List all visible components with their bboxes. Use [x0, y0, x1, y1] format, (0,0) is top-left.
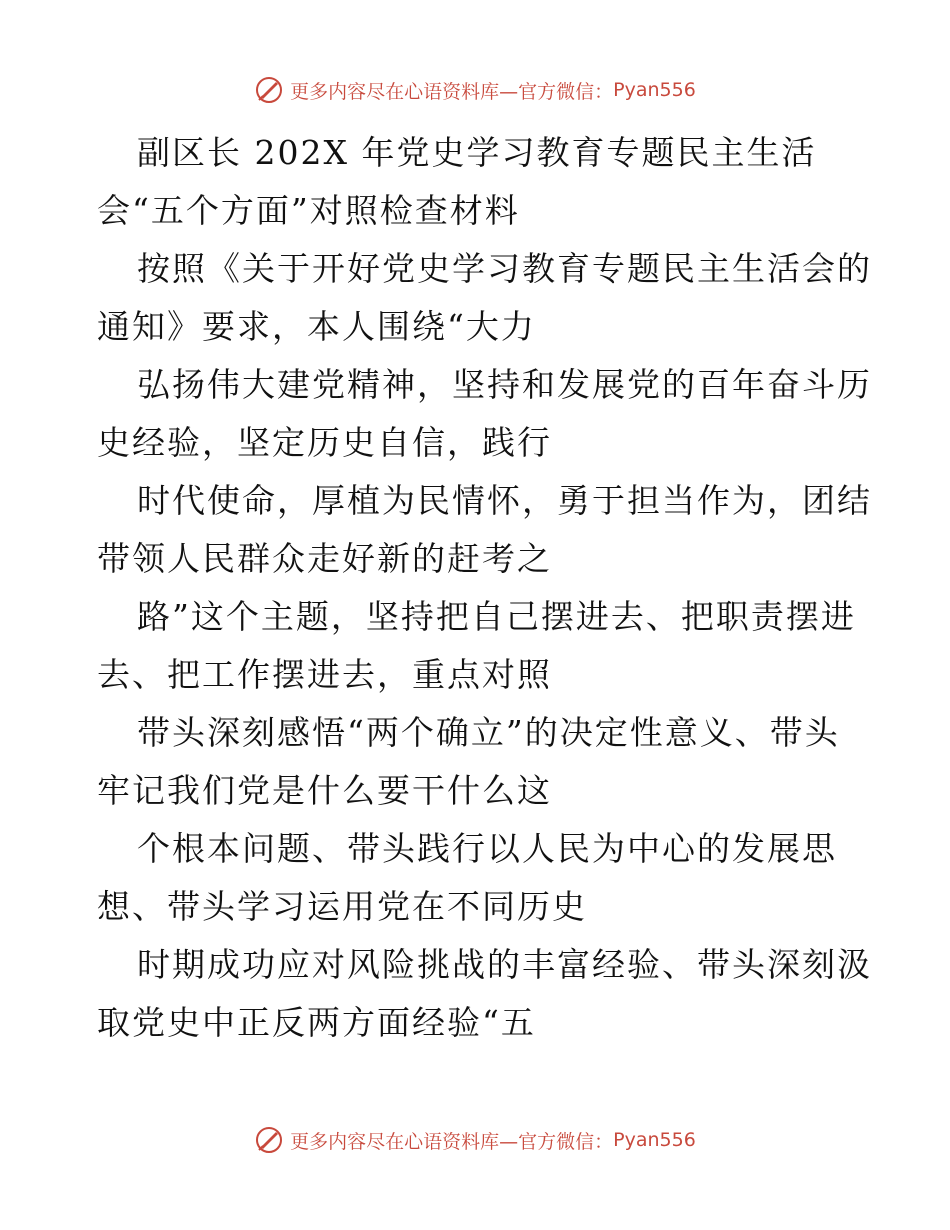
watermark-wechat-id: Pyan556: [613, 79, 696, 101]
text-line: 带头深刻感悟“两个确立”的决定性意义、带头: [137, 713, 840, 752]
text-line: 取党史中正反两方面经验“五: [97, 1003, 536, 1042]
header-watermark: [0, 70, 950, 110]
text-line: 按照《关于开好党史学习教育专题民主生活会的: [137, 249, 872, 288]
document-body: [97, 124, 872, 1052]
text-line: 时代使命，厚植为民情怀，勇于担当作为，团结: [137, 481, 872, 520]
footer-watermark: [0, 1120, 950, 1160]
text-line: 会“五个方面”对照检查材料: [97, 191, 520, 230]
watermark-text: 更多内容尽在心语资料库—官方微信：: [290, 1130, 614, 1153]
quill-logo-icon: [254, 75, 284, 105]
text-line: 个根本问题、带头践行以人民为中心的发展思: [137, 829, 837, 868]
watermark-wechat-id: Pyan556: [613, 1129, 696, 1151]
text-line: 牢记我们党是什么要干什么这: [97, 771, 552, 810]
text-line: 去、把工作摆进去，重点对照: [97, 655, 552, 694]
text-line: 通知》要求，本人围绕“大力: [97, 307, 536, 346]
text-line: 时期成功应对风险挑战的丰富经验、带头深刻汲: [137, 945, 872, 984]
text-line: 弘扬伟大建党精神，坚持和发展党的百年奋斗历: [137, 365, 872, 404]
text-line: 想、带头学习运用党在不同历史: [97, 887, 587, 926]
text-line: 副区长 202X 年党史学习教育专题民主生活: [137, 133, 817, 172]
text-line: 史经验，坚定历史自信，践行: [97, 423, 552, 462]
text-line: 路”这个主题，坚持把自己摆进去、把职责摆进: [137, 597, 856, 636]
quill-logo-icon: [254, 1125, 284, 1155]
text-line: 带领人民群众走好新的赶考之: [97, 539, 552, 578]
watermark-text: 更多内容尽在心语资料库—官方微信：: [290, 80, 614, 103]
